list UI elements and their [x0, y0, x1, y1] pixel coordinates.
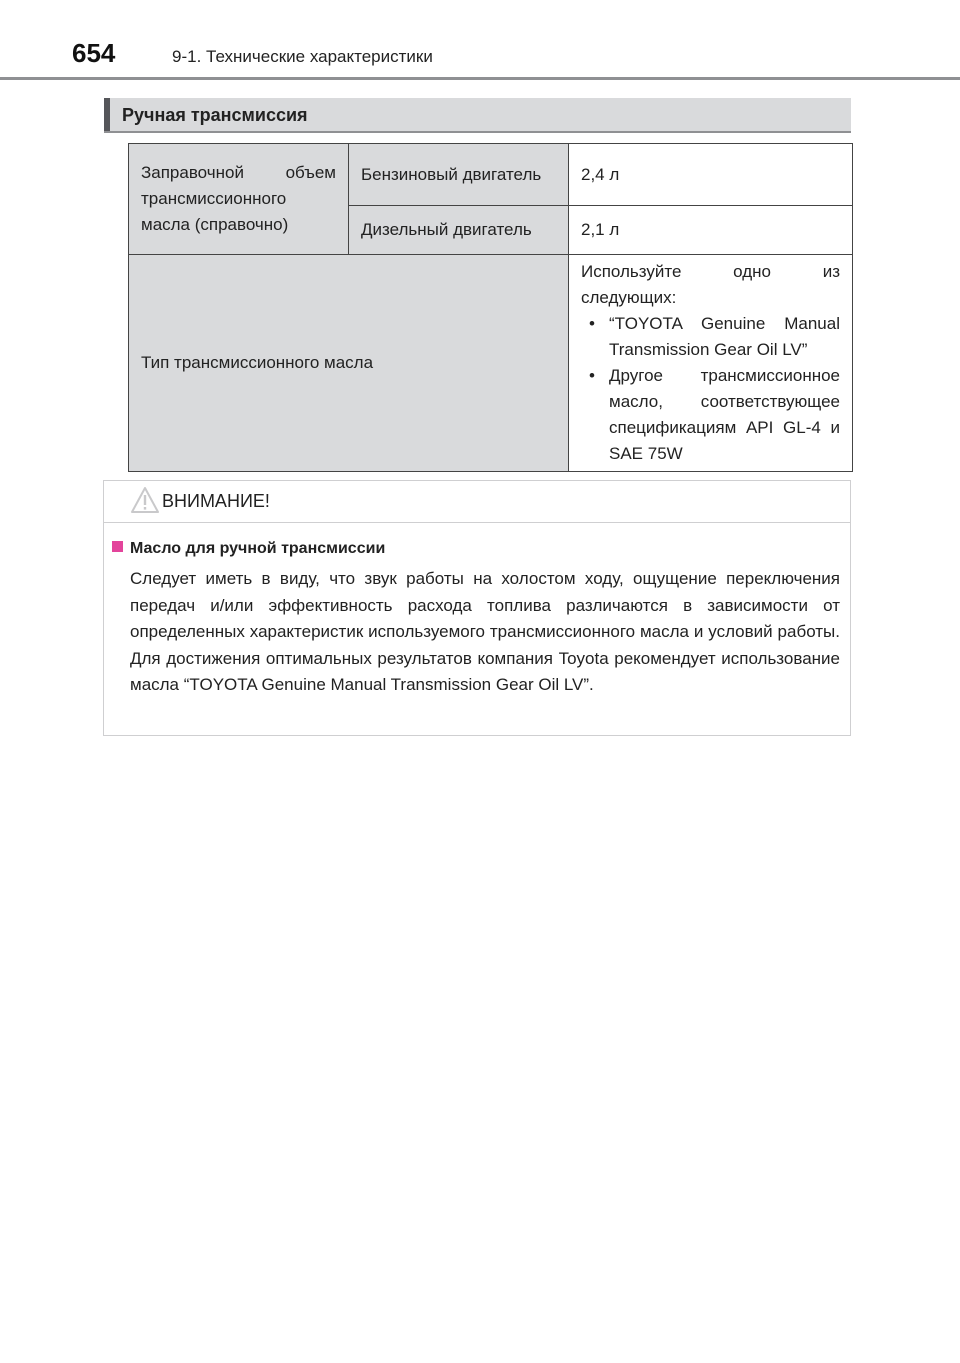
capacity-label-cell: Заправочной объем трансмиссионного масла (справочно) — [129, 144, 349, 255]
oil-option-text: “TOYOTA Genuine Manual Transmission Gear Oil LV” — [609, 314, 840, 359]
oil-type-label-cell: Тип трансмиссионного масла — [129, 255, 569, 472]
list-item — [581, 311, 840, 363]
bullet-icon: • — [589, 314, 595, 333]
header-rule — [0, 77, 960, 80]
oil-type-intro: Используйте одно из следующих: — [581, 262, 840, 307]
caution-header — [104, 481, 850, 523]
page-header — [0, 0, 960, 80]
chapter-title: 9-1. Технические характеристики — [172, 47, 433, 66]
square-bullet-icon — [112, 541, 123, 552]
engine-cell-petrol: Бензиновый двигатель — [349, 144, 569, 206]
table-row — [129, 144, 853, 206]
page-number: 654 — [72, 38, 116, 68]
caution-box — [103, 480, 851, 736]
list-item — [581, 363, 840, 467]
caution-subheading-text: Масло для ручной трансмиссии — [130, 540, 386, 557]
section-title-accent — [104, 98, 110, 131]
value-cell-diesel: 2,1 л — [569, 206, 853, 255]
engine-cell-diesel: Дизельный двигатель — [349, 206, 569, 255]
caution-subheading — [112, 539, 385, 559]
bullet-icon: • — [589, 366, 595, 385]
oil-type-value-cell — [569, 255, 853, 472]
section-title: Ручная трансмиссия — [122, 105, 308, 125]
caution-body: Следует иметь в виду, что звук работы на холостом ходу, ощущение переключения передач и/или эффективность расхода топлива различаются в зависимости от определенных характеристик используемого трансмиссионного масла и условий работы. Для достижения оптимальных результатов компания Toyota рекомендует использование масла “TOYOTA Genuine Manual Transmission Gear Oil LV”. — [130, 569, 840, 694]
warning-triangle-icon — [130, 486, 160, 514]
caution-title: ВНИМАНИЕ! — [162, 491, 270, 511]
oil-option-text: Другое трансмиссионное масло, соответствующее спецификациям API GL-4 и SAE 75W — [609, 366, 840, 463]
value-cell-petrol: 2,4 л — [569, 144, 853, 206]
spec-table — [128, 143, 853, 472]
oil-type-list — [581, 311, 840, 467]
table-row — [129, 255, 853, 472]
section-title-bar — [104, 98, 851, 133]
